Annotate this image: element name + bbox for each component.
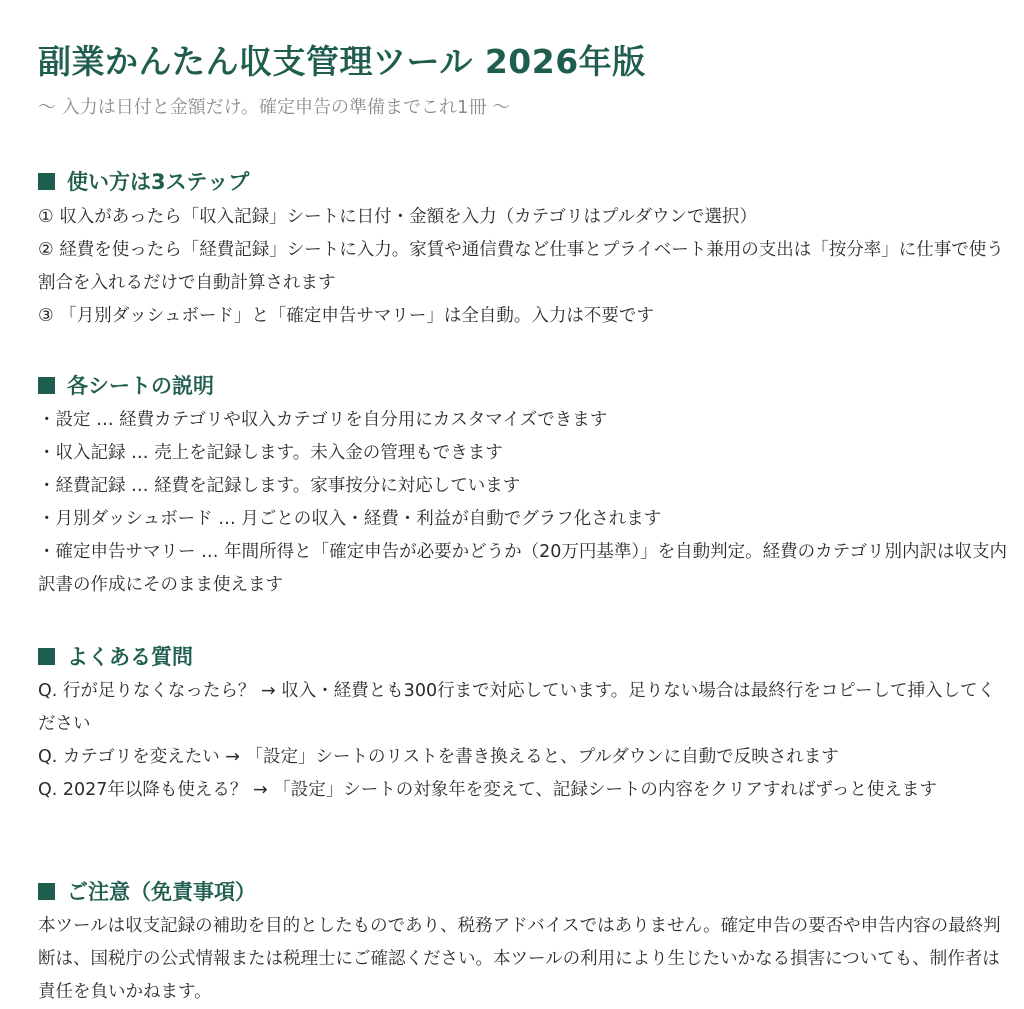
sheet-descriptions — [38, 404, 1010, 602]
square-bullet-icon — [38, 648, 55, 665]
howto-step-1: ① 収入があったら「収入記録」シートに日付・金額を入力（カテゴリはプルダウンで選択） — [38, 207, 757, 227]
page-title: 副業かんたん収支管理ツール 2026年版 — [38, 42, 646, 81]
sheet-description-income: ・収入記録 … 売上を記録します。未入金の管理もできます — [38, 443, 503, 463]
section-heading-disclaimer-label: ご注意（免責事項） — [67, 880, 256, 904]
sheet-description-expense: ・経費記録 … 経費を記録します。家事按分に対応しています — [38, 476, 521, 496]
square-bullet-icon — [38, 883, 55, 900]
sheet-description-tax-summary: ・確定申告サマリー … 年間所得と「確定申告が必要かどうか（20万円基準）」を自動判定。経費のカテゴリ別内訳は収支内訳書の作成にそのまま使えます — [38, 542, 1007, 595]
sheet-description-settings: ・設定 … 経費カテゴリや収入カテゴリを自分用にカスタマイズできます — [38, 410, 608, 430]
page-subtitle: 〜 入力は日付と金額だけ。確定申告の準備までこれ1冊 〜 — [38, 97, 511, 118]
faq-item: Q. 行が足りなくなったら？ → 収入・経費とも300行まで対応しています。足りない場合は最終行をコピーして挿入してください — [38, 681, 995, 734]
faq-list — [38, 675, 1010, 807]
square-bullet-icon — [38, 173, 55, 190]
section-heading-disclaimer — [38, 876, 256, 906]
disclaimer-text — [38, 910, 1010, 1009]
square-bullet-icon — [38, 377, 55, 394]
section-heading-howto-label: 使い方は3ステップ — [67, 170, 250, 194]
section-heading-faq-label: よくある質問 — [67, 645, 193, 669]
faq-item: Q. 2027年以降も使える？ → 「設定」シートの対象年を変えて、記録シートの内容をクリアすればずっと使えます — [38, 780, 937, 800]
howto-step-2: ② 経費を使ったら「経費記録」シートに入力。家賃や通信費など仕事とプライベート兼用の支出は「按分率」に仕事で使う割合を入れるだけで自動計算されます — [38, 240, 1004, 293]
section-heading-sheets-label: 各シートの説明 — [67, 374, 214, 398]
section-heading-faq — [38, 641, 193, 671]
section-heading-howto — [38, 166, 249, 196]
sheet-description-dashboard: ・月別ダッシュボード … 月ごとの収入・経費・利益が自動でグラフ化されます — [38, 509, 662, 529]
section-heading-sheets — [38, 370, 214, 400]
faq-item: Q. カテゴリを変えたい → 「設定」シートのリストを書き換えると、プルダウンに自動で反映されます — [38, 747, 839, 767]
howto-steps — [38, 201, 1010, 333]
howto-step-3: ③ 「月別ダッシュボード」と「確定申告サマリー」は全自動。入力は不要です — [38, 306, 654, 326]
disclaimer-paragraph: 本ツールは収支記録の補助を目的としたものであり、税務アドバイスではありません。確定申告の要否や申告内容の最終判断は、国税庁の公式情報または税理士にご確認ください。本ツールの利用により生じたいかなる損害についても、制作者は責任を負いかねます。 — [38, 916, 1001, 1002]
